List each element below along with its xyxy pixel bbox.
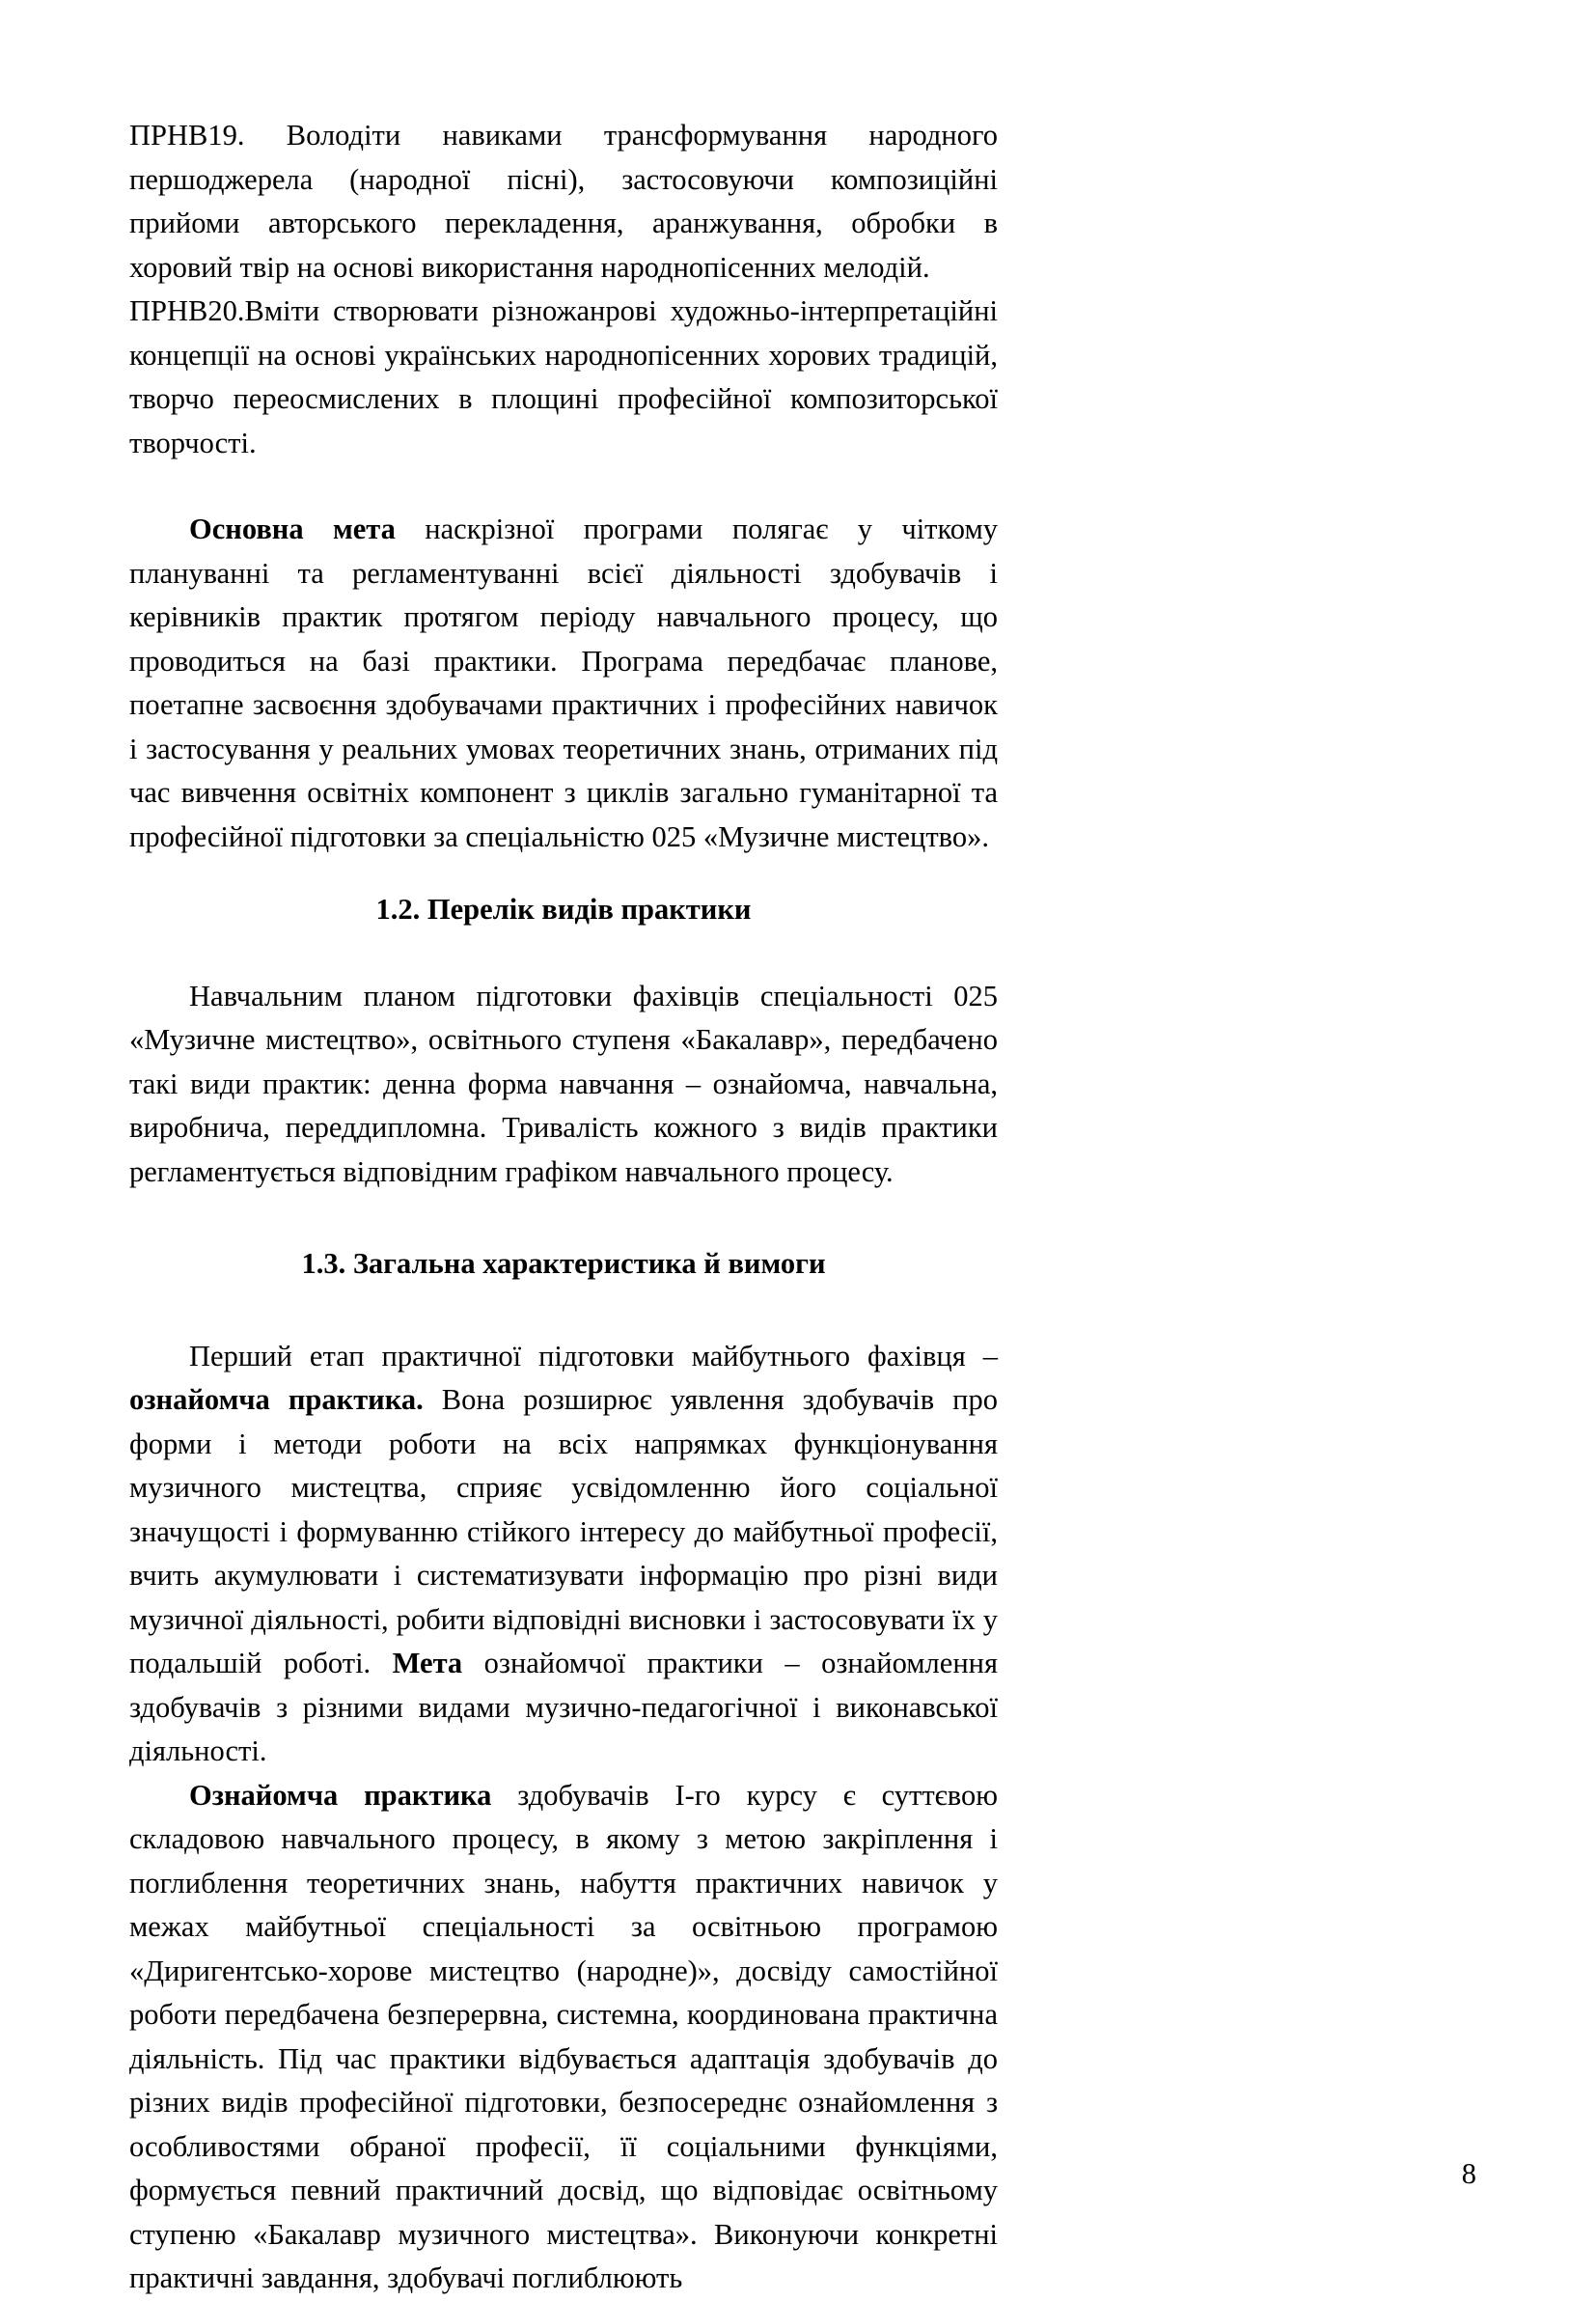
paragraph-section-1-3-first: [129, 1335, 998, 1774]
s13-p1-middle-text: Вона розширює уявлення здобувачів про форми і методи роботи на всіх напрямках функціонування музичного мистецтва, сприяє усвідомленню його соціальної значущості і формуванню стійкого інтересу до майбутньої професії, вчить акумулювати і систематизувати інформацію про різні види музичної діяльності, робити відповідні висновки і застосовувати їх у подальшій роботі.: [129, 1383, 998, 1679]
s13-p1-tail-text: ознайомчої практики – ознайомлення здобувачів з різними видами музично-педагогічної і виконавської діяльності.: [129, 1647, 998, 1767]
s13-p1-emphasis-intro-practice: ознайомча практика.: [129, 1383, 424, 1416]
paragraph-prnv19: ПРНВ19. Володіти навиками трансформування народного першоджерела (народної пісні), застосовуючи композиційні прийоми авторського перекладення, аранжування, обробки в хоровий твір на основі використання народнопісенних мелодій.: [129, 119, 998, 284]
s13-p2-text: здобувачів І-го курсу є суттєвою складовою навчального процесу, в якому з метою закріплення і поглиблення теоретичних знань, набуття практичних навичок у межах майбутньої спеціальності за освітньою програмою «Диригентсько-хорове мистецтво (народне)», досвіду самостійної роботи передбачена безперервна, системна, координована практична діяльність. Під час практики відбувається адаптація здобувачів до різних видів професійної підготовки, безпосереднє ознайомлення з особливостями обраної професії, її соціальними функціями, формується певний практичний досвід, що відповідає освітньому ступеню «Бакалавр музичного мистецтва». Виконуючи конкретні практичні завдання, здобувачі поглиблюють: [129, 1778, 998, 2294]
main-goal-emphasis: Основна мета: [189, 513, 396, 545]
spacer: [129, 932, 1476, 975]
paragraph-section-1-3-second: [129, 1774, 998, 2301]
s13-p1-emphasis-goal: Мета: [392, 1647, 463, 1679]
paragraph-main-goal: [129, 508, 998, 859]
s13-p2-emphasis-intro-practice: Ознайомча практика: [189, 1778, 492, 1812]
paragraph-section-1-2-body: Навчальним планом підготовки фахівців спеціальності 025 «Музичне мистецтво», освітнього ступеня «Бакалавр», передбачено такі види практик: денна форма навчання – ознайомча, навчальна, виробнича, переддипломна. Тривалість кожного з видів практики регламентується відповідним графіком навчального процесу.: [129, 979, 998, 1188]
heading-section-1-3: 1.3. Загальна характеристика й вимоги: [301, 1247, 826, 1280]
spacer: [129, 465, 1476, 508]
s13-p1-lead-text: Перший етап практичної підготовки майбутнього фахівця –: [189, 1339, 998, 1372]
main-goal-text: наскрізної програми полягає у чіткому плануванні та регламентуванні всієї діяльності здобувачів і керівників практик протягом періоду навчального процесу, що проводиться на базі практики. Програма передбачає планове, поетапне засвоєння здобувачами практичних і професійних навичок і застосування у реальних умовах теоретичних знань, отриманих під час вивчення освітніх компонент з циклів загально гуманітарної та професійної підготовки за спеціальністю 025 «Музичне мистецтво».: [129, 513, 998, 853]
heading-section-1-2: 1.2. Перелік видів практики: [375, 893, 752, 926]
spacer: [129, 1194, 1476, 1242]
page-number: 8: [1461, 2156, 1476, 2190]
paragraph-prnv20: ПРНВ20.Вміти створювати різножанрові художньо-інтерпретаційні концепції на основі українських народнопісенних хорових традицій, творчо переосмислених в площині професійної композиторської творчості.: [129, 294, 998, 459]
spacer: [129, 1287, 1476, 1335]
spacer: [129, 859, 1476, 888]
